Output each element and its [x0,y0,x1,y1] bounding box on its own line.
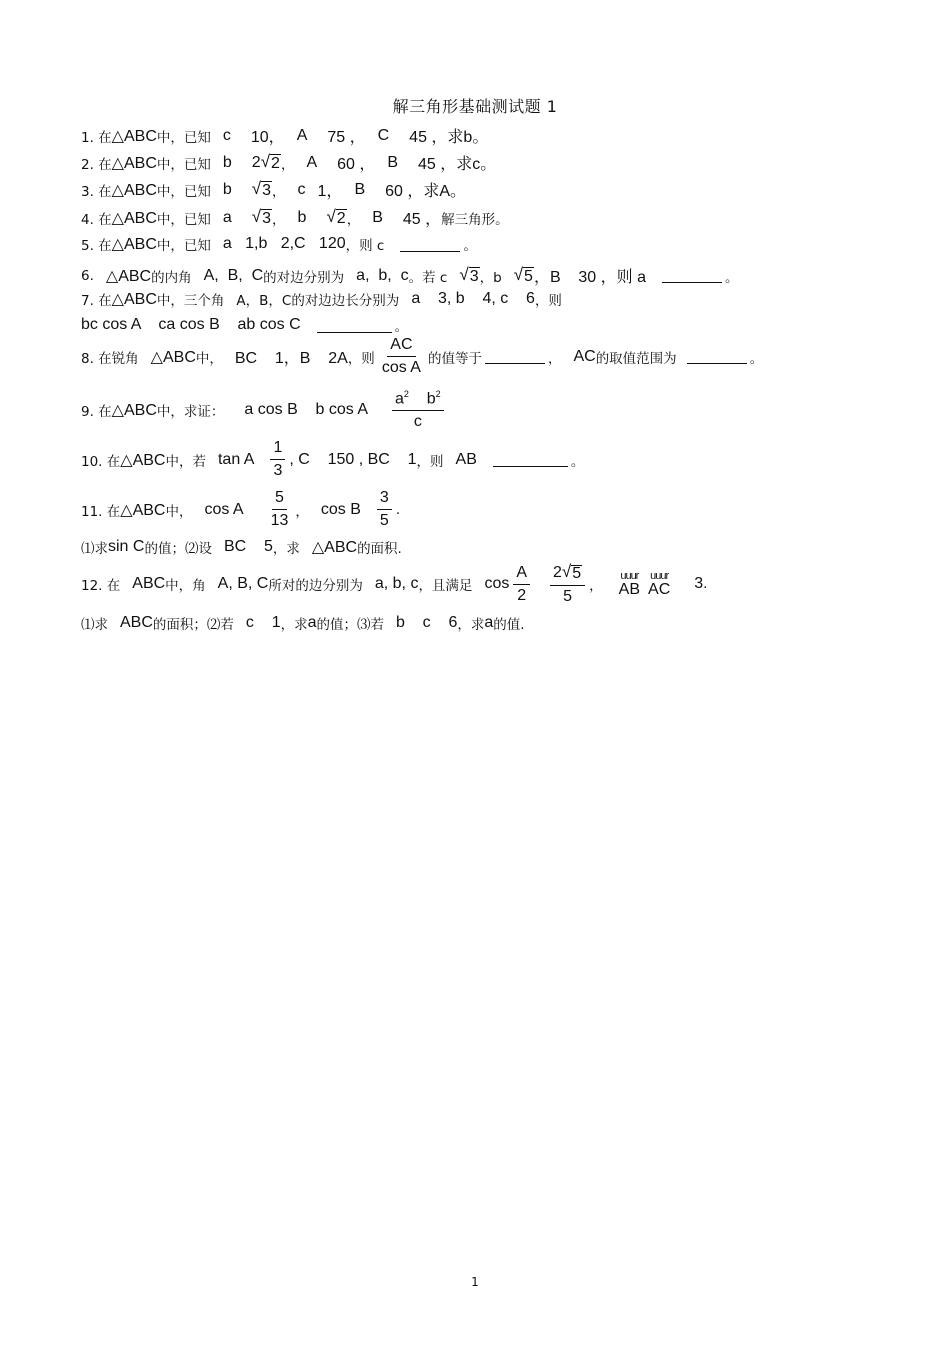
q-number: 2. 在 [81,156,112,173]
q-text: 的值. [493,617,525,633]
sides: a 3, b 4, c 6 [411,290,535,307]
angles: A，B，C [236,293,292,309]
fraction [268,490,292,529]
q-text: ，则 [534,293,562,309]
fraction [550,563,585,605]
q-text: ，则 [416,453,444,470]
condition: , C 150 , BC 1 [289,450,417,468]
q-number: 5. 在 [81,238,112,254]
q-text: 的内角 [151,269,192,286]
triangle-label: △ABC [150,348,196,366]
q-text: 中，已知 [156,129,211,146]
sqrt-expr: √ 2 [260,152,280,172]
question-2 [81,151,496,174]
triangle-label: △ABC [120,501,166,519]
q-number: 9. 在 [81,404,112,421]
q-text: 。若 c [408,269,448,286]
target: b。 [463,129,489,146]
var: b [222,180,232,198]
vector-ab [619,571,640,598]
numerator: AC [387,337,415,357]
fraction [392,390,444,430]
sep: ， [272,183,286,200]
var: a [395,390,404,408]
sep: ， [589,578,603,594]
sides: a, b, c [374,575,419,592]
q-text: 中，三个角 [156,293,225,309]
denominator: 2 [517,586,527,604]
condition: c 1 [245,614,281,631]
triangle-label: △ABC [120,451,166,469]
sep: ， [295,503,309,520]
answer-blank [662,268,722,283]
var: a [484,614,494,631]
sqrt-expr: √ 5 [561,562,582,582]
numerator [392,390,444,411]
angles: A, B, C [203,266,264,284]
question-1 [81,124,488,147]
q-text: ，求 [457,617,485,633]
radicand: 5 [524,268,533,285]
exponent: 2 [403,389,409,399]
period: 。 [570,453,585,470]
question-11 [81,490,400,529]
q-text: 中，角 [165,578,206,594]
fraction [379,337,424,376]
q-text: ，且满足 [418,578,473,594]
exponent: 2 [435,389,441,399]
numerator: A [513,565,530,585]
var: C [377,126,390,144]
q-text: 中，已知 [156,238,211,254]
answer-blank [317,318,392,333]
expression: bc cos A ca cos B ab cos C [81,316,301,333]
radicand: 2 [271,155,280,172]
question-9 [81,390,448,430]
value: 60 ， [337,156,376,173]
q-text: ⑴求 [81,617,108,633]
value: 60 ，求 [385,183,440,200]
sqrt-expr: √ 3 [459,265,479,285]
radicand: 5 [572,565,582,582]
q-text: 的取值范围为 [595,350,677,367]
var: b [426,390,436,408]
vector-arrow: uuur [650,569,669,582]
radicand: 3 [262,210,272,227]
sep: ， [280,156,295,173]
q-number: 4. 在 [81,211,112,228]
numerator: 5 [272,490,287,510]
question-10 [81,440,584,479]
function: sin C [108,538,145,555]
sep: ， [547,350,562,367]
page-number: 1 [471,1275,479,1289]
function: tan A [217,450,255,468]
value: 3 [694,575,704,592]
q-text: 中， [195,350,223,367]
q-text: 解三角形。 [441,211,509,228]
question-3 [81,178,466,201]
denominator: c [413,413,422,431]
var: A [296,126,308,144]
q-text: ，求 [272,541,300,557]
sqrt-expr: √ 2 [326,207,346,227]
triangle-label: △ABC [311,539,358,556]
var: c [297,180,306,198]
triangle-label: ABC [132,575,166,592]
question-7 [81,289,562,309]
answer-blank [493,452,568,467]
expression: a cos B b cos A [244,401,368,419]
q-text: 中， [165,503,193,520]
q-text: ，则 [347,350,375,367]
period: 。 [394,319,409,335]
triangle-label: △ABC [111,291,157,308]
q-number: 8. 在锐角 [81,350,139,367]
q-text: 中，若 [165,453,206,470]
sep: ， [346,211,361,228]
period: 。 [463,238,477,254]
vector-label: AB [618,580,641,598]
coef: 2 [553,564,562,581]
condition: BC 5 [223,538,273,555]
triangle-label: △ABC [111,181,157,199]
denominator: 5 [379,512,389,529]
period: 。 [724,269,739,286]
fraction [270,440,285,479]
q-number: 6. [81,267,94,284]
var: c [222,126,231,144]
radicand: 3 [469,268,479,285]
function: cos B [320,500,361,518]
sqrt-expr: √ 3 [251,179,272,199]
var: AC [573,347,596,365]
q-text: ，求 [280,617,308,633]
sqrt-expr: √ 3 [251,207,272,227]
value: 45 ，求 [409,129,464,146]
var: B [387,153,399,171]
question-8 [81,337,763,376]
radicand: 2 [336,210,346,227]
q-text: 中，求证： [156,404,225,421]
q-text: 所对的边分别为 [268,578,363,594]
triangle-label: △ABC [111,236,157,253]
q-text: 的面积. [357,541,402,557]
q-number: 3. 在 [81,183,112,200]
value: 45 ， [402,211,442,228]
triangle-label: ABC [120,614,153,631]
q-text: 的面积；⑵若 [152,617,234,633]
sides: a, b, c [356,266,409,284]
var: B [354,180,366,198]
triangle-label: △ABC [111,209,157,227]
var: B [372,208,383,226]
sqrt-expr: √ 5 [513,265,533,285]
q-text: 中，已知 [156,183,211,200]
question-12 [81,563,707,605]
vector-ac [648,571,670,598]
q-number: 7. 在 [81,293,112,309]
q-text: 的对边分别为 [263,269,345,286]
function: cos [484,575,510,592]
q-number: 1. 在 [81,129,112,146]
value: 10， [250,129,285,146]
numerator [550,563,585,586]
var: AB [455,450,477,468]
q-text: ，b [479,269,502,286]
denominator: 5 [563,588,573,605]
triangle-label: △ABC [111,154,157,172]
vector-label: AC [648,580,671,598]
numerator: 1 [270,440,285,460]
vector-arrow: uuur [620,569,639,582]
fraction [513,565,530,604]
denominator: 13 [270,512,289,529]
period: 。 [749,350,764,367]
condition: a 1,b 2,C 120 [222,235,346,252]
q-text: 中，已知 [156,156,211,173]
q-text: 的值；⑶若 [316,617,384,633]
triangle-label: △ABC [111,402,157,420]
answer-blank [400,237,460,252]
question-7-expression [81,315,408,335]
fraction [377,490,392,529]
var: b [222,153,232,171]
q-number: 12. 在 [81,578,121,594]
var: a [222,208,232,226]
q-text: 的值等于 [427,350,482,367]
period: . [703,576,708,592]
coef: 2 [251,153,261,171]
value: 45 ，求 [418,156,473,173]
q-text: 的对边边长分别为 [291,293,400,309]
question-12-parts [81,613,525,633]
question-6 [81,264,738,287]
triangle-label: △ABC [111,127,157,145]
value: 75 ， [327,129,366,146]
q-text: 的值；⑵设 [144,541,212,557]
angles: A, B, C [217,575,269,592]
q-text: 中，已知 [156,211,211,228]
answer-blank [485,349,545,364]
question-11-parts [81,537,402,557]
triangle-label: △ABC [105,267,152,285]
var: b [297,208,307,226]
function: cos A [204,500,244,518]
numerator: 3 [377,490,392,510]
q-number: 11. 在 [81,503,121,520]
question-4 [81,206,509,229]
denominator: cos A [381,359,421,376]
q-text: ⑴求 [81,541,108,557]
period: . [395,501,401,518]
var: A [306,153,318,171]
radicand: 3 [262,182,272,199]
sep: ， [272,211,286,228]
q-text: ，则 c [345,238,385,254]
condition: BC 1，B 2A [234,350,348,367]
question-5 [81,234,477,254]
condition: ，B 30 ，则 a [533,269,646,286]
target: A。 [439,183,467,200]
value: 1， [317,183,343,200]
page-title: 解三角形基础测试题 1 [392,97,558,116]
target: c。 [472,156,497,173]
q-number: 10. 在 [81,453,121,470]
answer-blank [687,349,747,364]
denominator: 3 [273,462,283,479]
condition: b c 6 [396,614,458,631]
var: a [307,614,317,631]
